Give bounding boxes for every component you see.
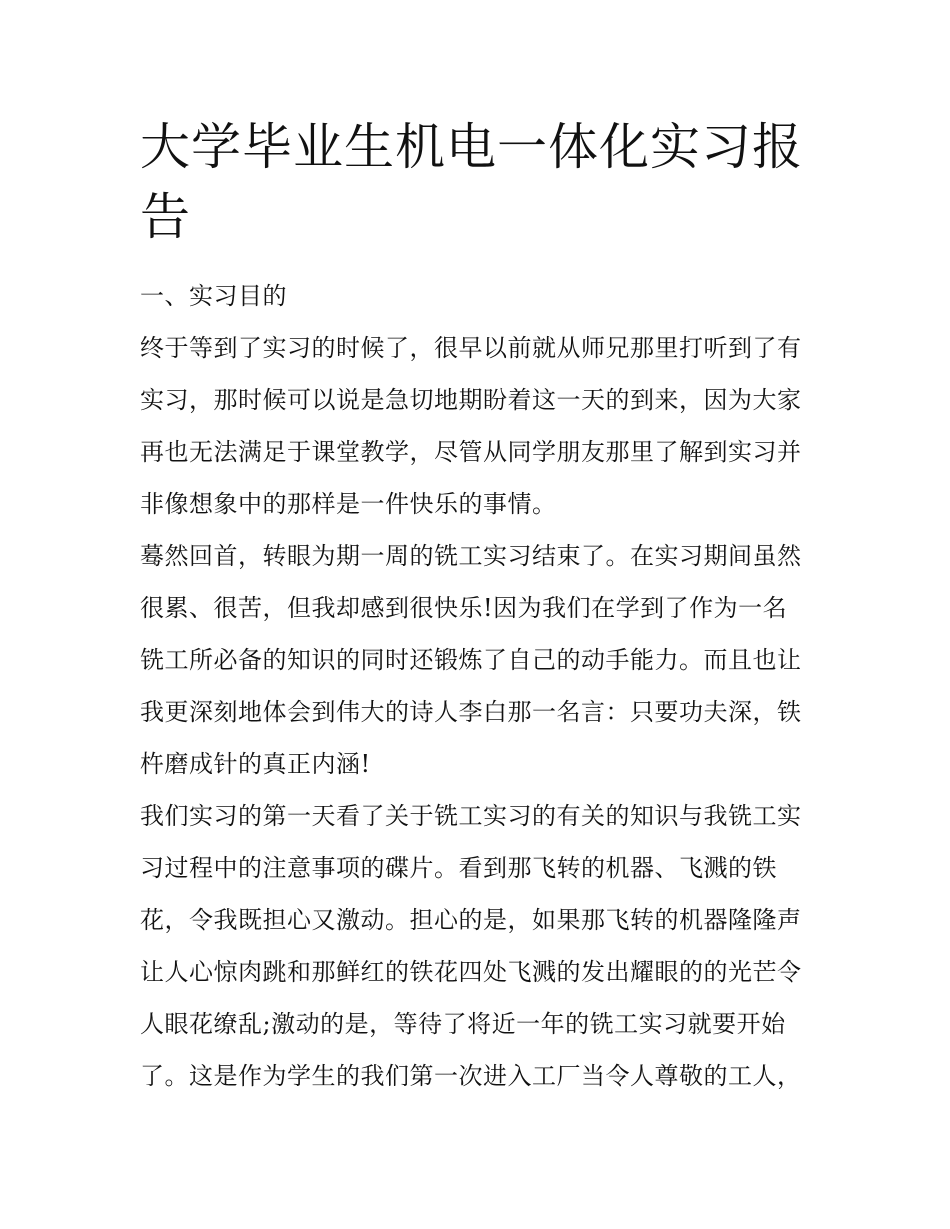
document-title	[140, 112, 815, 252]
document-content	[140, 112, 815, 1102]
body-line: 铣工所必备的知识的同时还锻炼了自己的动手能力。而且也让	[140, 646, 802, 674]
body-line: 我更深刻地体会到伟大的诗人李白那一名言：只要功夫深，铁	[140, 698, 802, 726]
document-body	[140, 270, 815, 1102]
body-line: 终于等到了实习的时候了，很早以前就从师兄那里打听到了有	[140, 334, 802, 362]
body-line: 让人心惊肉跳和那鲜红的铁花四处飞溅的发出耀眼的的光芒令	[140, 958, 802, 986]
body-line: 人眼花缭乱;激动的是，等待了将近一年的铣工实习就要开始	[140, 1010, 786, 1038]
title-line: 大学毕业生机电一体化实习报	[140, 118, 803, 176]
body-line: 实习，那时候可以说是急切地期盼着这一天的到来，因为大家	[140, 386, 802, 414]
title-line: 告	[140, 188, 191, 246]
body-line: 了。这是作为学生的我们第一次进入工厂当令人尊敬的工人，	[140, 1062, 802, 1090]
section-heading: 一、实习目的	[140, 282, 287, 310]
body-line: 杵磨成针的真正内涵!	[140, 750, 371, 778]
body-line: 我们实习的第一天看了关于铣工实习的有关的知识与我铣工实	[140, 802, 802, 830]
body-line: 再也无法满足于课堂教学，尽管从同学朋友那里了解到实习并	[140, 438, 802, 466]
body-line: 习过程中的注意事项的碟片。看到那飞转的机器、飞溅的铁	[140, 854, 777, 882]
body-line: 非像想象中的那样是一件快乐的事情。	[140, 490, 557, 518]
body-line: 花，令我既担心又激动。担心的是，如果那飞转的机器隆隆声	[140, 906, 802, 934]
body-line: 很累、很苦，但我却感到很快乐!因为我们在学到了作为一名	[140, 594, 788, 622]
body-line: 蓦然回首，转眼为期一周的铣工实习结束了。在实习期间虽然	[140, 542, 802, 570]
